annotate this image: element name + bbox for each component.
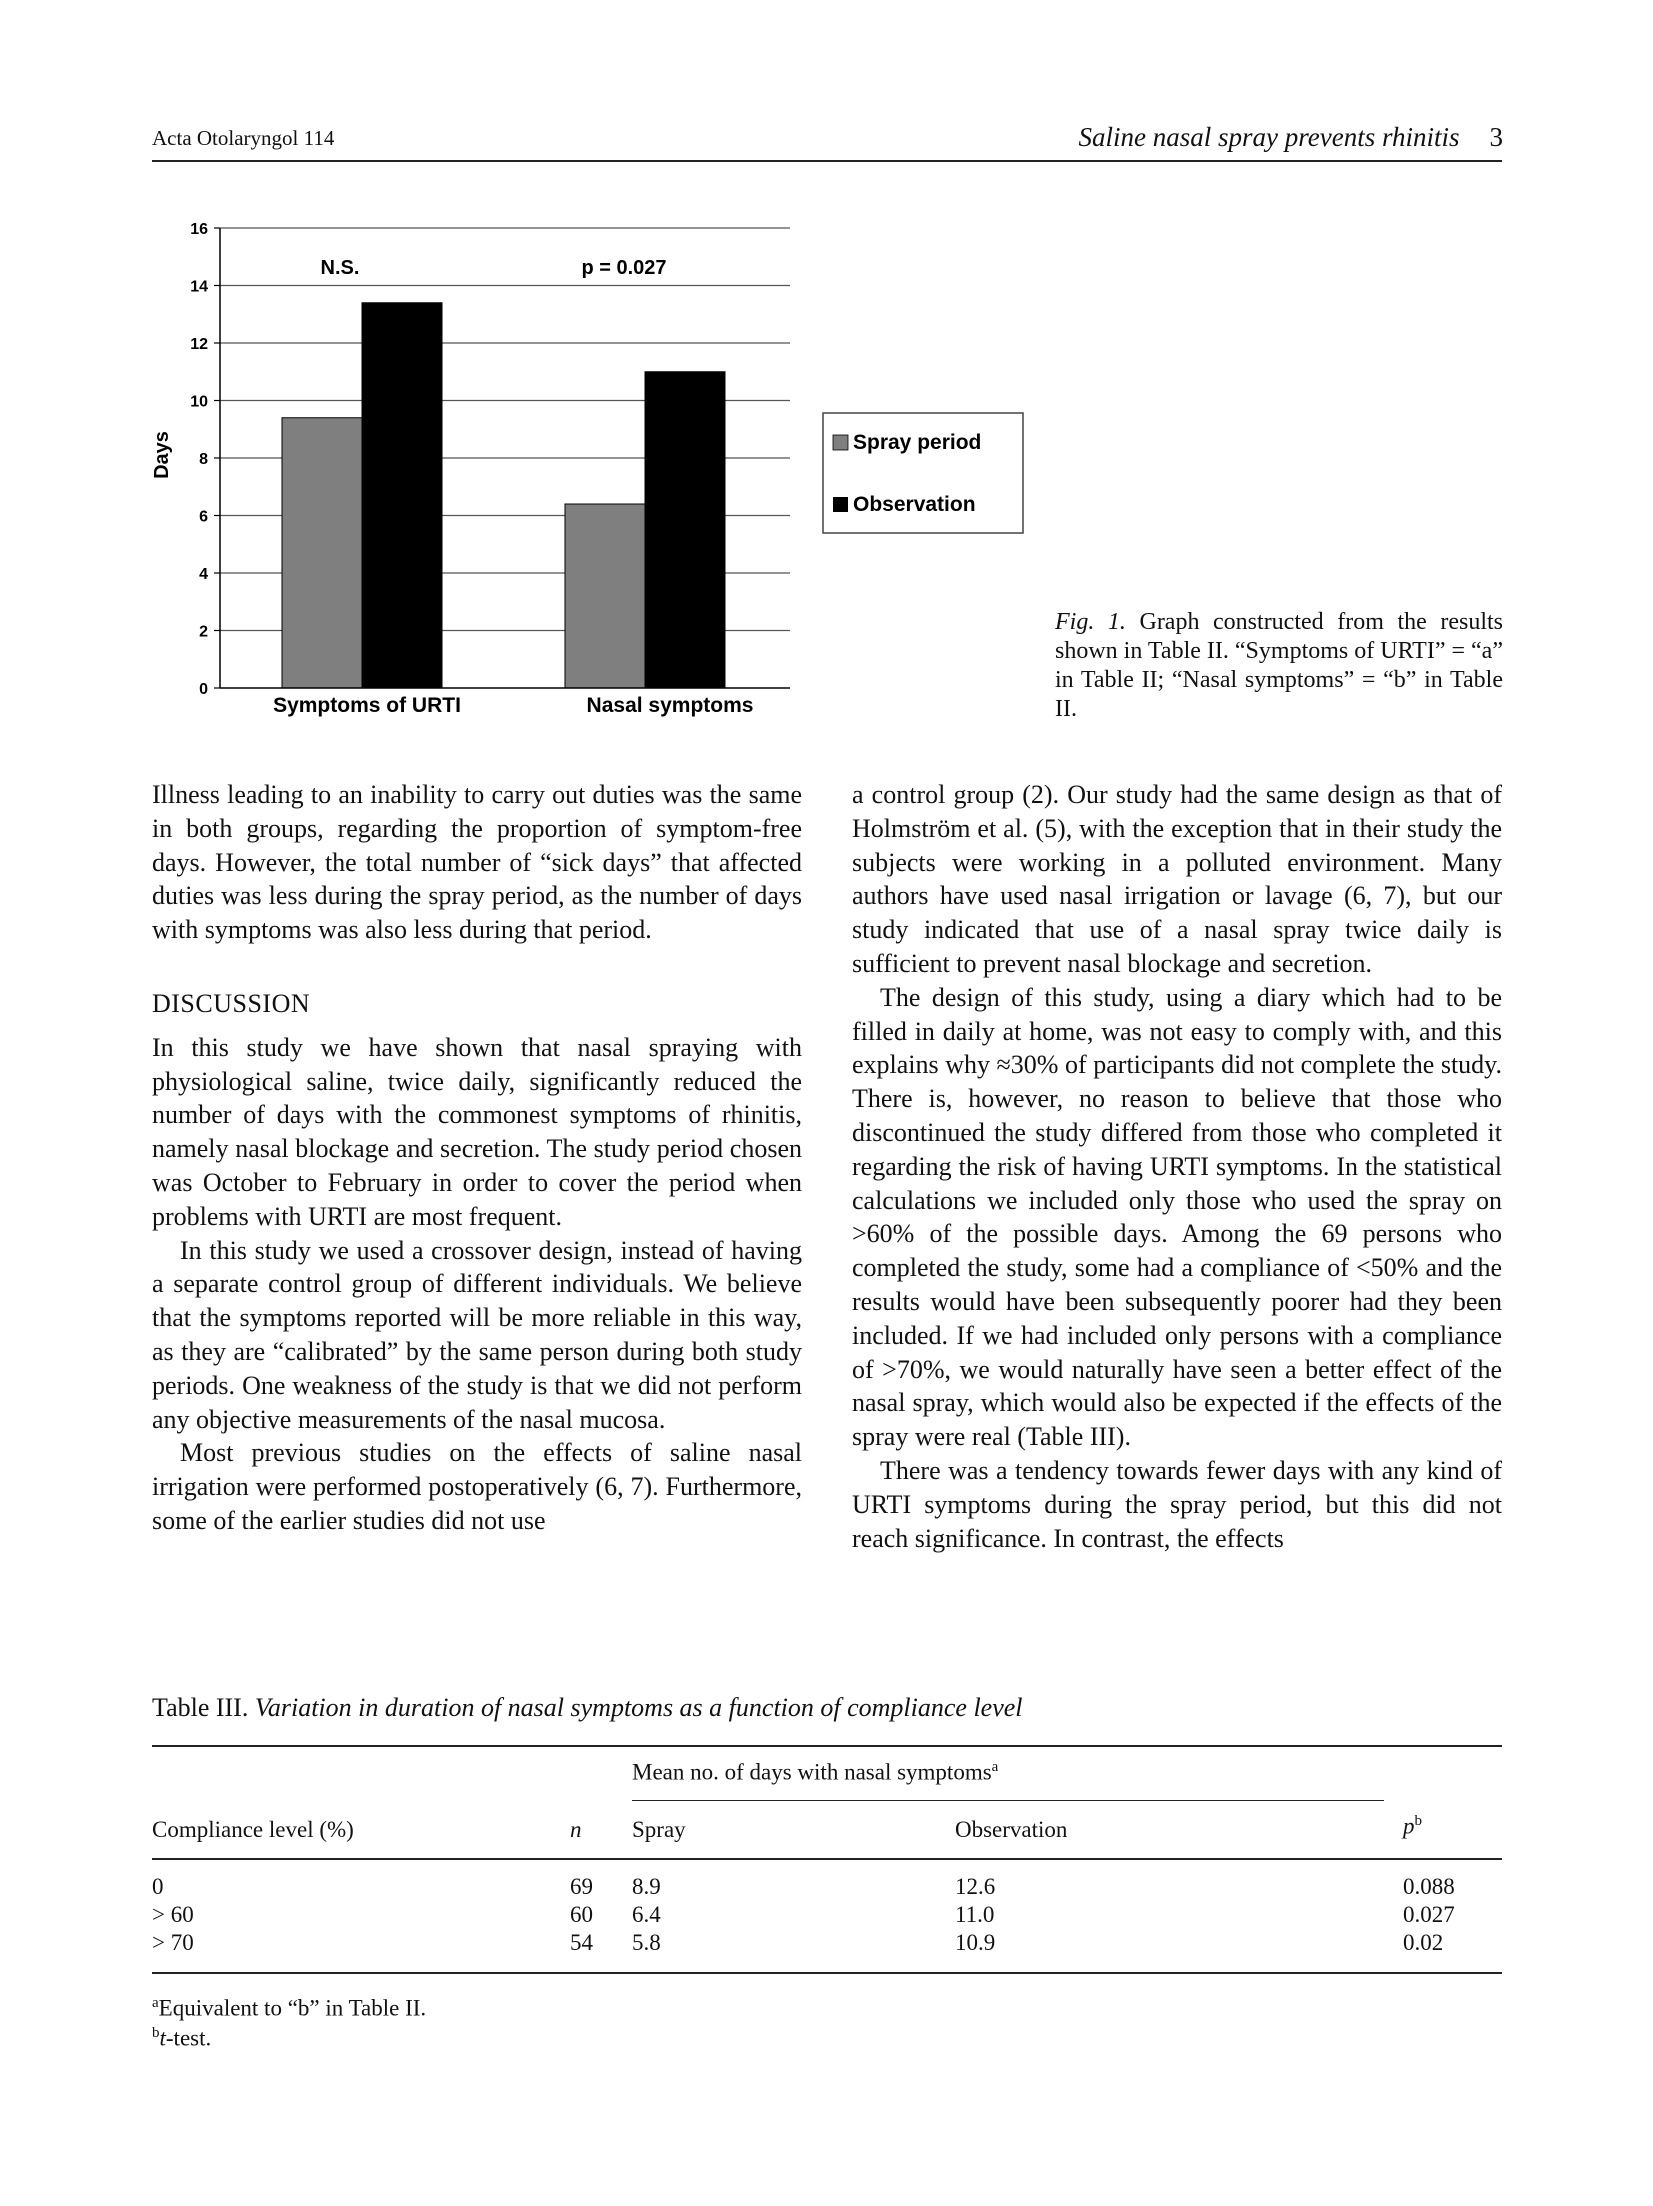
table-cell-p: 0.02 xyxy=(1403,1930,1444,1955)
table-caption: Variation in duration of nasal symptoms as a function of compliance level xyxy=(254,1693,1023,1722)
footnote-text: Equivalent to “b” in Table II. xyxy=(158,1995,427,2021)
left-column xyxy=(152,778,802,1538)
legend-swatch-observation xyxy=(833,497,848,512)
table-cell-compliance: 0 xyxy=(152,1874,164,1899)
table-cell-n: 69 xyxy=(570,1874,593,1899)
figure-label: Fig. 1. xyxy=(1055,609,1126,635)
annotation-ns: N.S. xyxy=(320,257,360,279)
running-title-text: Saline nasal spray prevents rhinitis xyxy=(1078,122,1460,152)
table-cell-observation: 12.6 xyxy=(955,1874,996,1899)
y-tick-label: 4 xyxy=(199,566,208,583)
table-cell-observation: 10.9 xyxy=(955,1930,996,1955)
right-column xyxy=(852,778,1502,1555)
table-footnote-a xyxy=(152,1995,426,2022)
group-header-text: Mean no. of days with nasal symptoms xyxy=(632,1759,992,1785)
table-cell-observation: 11.0 xyxy=(955,1902,995,1927)
table-cell-p: 0.027 xyxy=(1403,1902,1455,1927)
paragraph: In this study we used a crossover design, instead of having a separate control group of different individuals. We believe that the symptoms reported will be more reliable in this way, as they are “calibrated” by the same person during both study periods. One weakness of the study is that we did not perform any objective measurements of the nasal mucosa. xyxy=(152,1235,802,1434)
section-heading-discussion: DISCUSSION xyxy=(152,988,311,1018)
page-number: 3 xyxy=(1489,122,1503,152)
chart-y-ticks xyxy=(190,221,220,698)
table-cell-spray: 6.4 xyxy=(632,1902,661,1927)
bar-spray-period xyxy=(565,504,645,688)
y-tick-label: 8 xyxy=(199,451,208,468)
legend-label-spray: Spray period xyxy=(853,431,982,454)
figure-1-chart xyxy=(140,210,1040,730)
header-rule xyxy=(152,160,1502,162)
header-compliance: Compliance level (%) xyxy=(152,1817,354,1842)
journal-name: Acta Otolaryngol 114 xyxy=(152,126,335,150)
y-tick-label: 0 xyxy=(199,681,208,698)
table-cell-p: 0.088 xyxy=(1403,1874,1455,1899)
figure-caption-text: Graph constructed from the results shown in Table II. “Symptoms of URTI” = “a” in Table II; “Nasal symptoms” = “b” in Table II. xyxy=(1055,609,1504,722)
y-axis-label: Days xyxy=(151,431,173,479)
y-tick-label: 10 xyxy=(190,393,208,411)
legend-swatch-spray xyxy=(833,435,848,450)
footnote-mark: a xyxy=(152,1995,159,2011)
table-sub-rule xyxy=(632,1800,1384,1801)
table-cell-spray: 5.8 xyxy=(632,1930,661,1955)
table-cell-compliance: > 70 xyxy=(152,1930,194,1955)
footnote-mark: a xyxy=(991,1759,999,1775)
footnote-mark: b xyxy=(1414,1813,1422,1829)
footnote-italic: t xyxy=(159,2025,166,2051)
paragraph: Most previous studies on the effects of saline nasal irrigation were performed postoperatively (6, 7). Furthermore, some of the earlier studies did not use xyxy=(152,1438,802,1535)
header-observation: Observation xyxy=(955,1817,1068,1842)
bar-observation xyxy=(645,372,725,688)
y-tick-label: 2 xyxy=(199,623,208,641)
paragraph: The design of this study, using a diary which had to be filled in daily at home, was not easy to comply with, and this explains why ≈30% of participants did not complete the study. There is, however, no reason to believe that those who discontinued the study differed from those who completed it regarding the risk of having URTI symptoms. In the statistical calculations we included only those who used the spray on >60% of the possible days. Among the 69 persons who completed the study, some had a compliance of <50% and the results would have been subsequently poorer had they been included. If we had included only persons with a compliance of >70%, we would naturally have seen a better effect of the nasal spray, which would also be expected if the effects of the spray were real (Table III). xyxy=(852,982,1502,1452)
table-header-rule xyxy=(152,1858,1502,1860)
table-cell-compliance: > 60 xyxy=(152,1902,194,1927)
y-tick-label: 16 xyxy=(190,221,208,238)
annotation-p-value: p = 0.027 xyxy=(581,257,667,279)
footnote-text: -test. xyxy=(165,2025,212,2051)
header-p-letter: p xyxy=(1403,1813,1415,1839)
paragraph: In this study we have shown that nasal spraying with physiological saline, twice daily, significantly reduced the number of days with the commonest symptoms of rhinitis, namely nasal blockage and secretion. The study period chosen was October to February in order to cover the period when problems with URTI are most frequent. xyxy=(152,1032,802,1231)
table-title xyxy=(152,1693,1023,1723)
y-tick-label: 14 xyxy=(190,278,208,296)
bar-observation xyxy=(362,303,442,688)
footnote-mark: b xyxy=(152,2025,160,2041)
table-top-rule xyxy=(152,1745,1502,1747)
table-label: Table III. xyxy=(152,1693,249,1722)
running-title xyxy=(1079,122,1504,153)
paragraph: Illness leading to an inability to carry out duties was the same in both groups, regarding the proportion of symptom-free days. However, the total number of “sick days” that affected duties was less during the spray period, as the number of days with symptoms was also less during that period. xyxy=(152,780,802,945)
category-label-nasal: Nasal symptoms xyxy=(586,694,754,717)
paragraph: a control group (2). Our study had the same design as that of Holmström et al. (5), with the exception that in their study the subjects were working in a polluted environment. Many authors have used nasal irrigation or lavage (6, 7), but our study indicated that use of a nasal spray twice daily is sufficient to prevent nasal blockage and secretion. xyxy=(852,780,1502,978)
chart-legend xyxy=(823,413,1023,533)
table-bottom-rule xyxy=(152,1972,1502,1974)
y-tick-label: 6 xyxy=(199,508,208,526)
table-group-header xyxy=(632,1759,998,1786)
bar-spray-period xyxy=(282,418,362,688)
category-label-urti: Symptoms of URTI xyxy=(273,694,461,717)
table-cell-n: 54 xyxy=(570,1930,593,1955)
header-p xyxy=(1403,1813,1422,1840)
table-footnote-b xyxy=(152,2025,211,2052)
paragraph: There was a tendency towards fewer days with any kind of URTI symptoms during the spray period, but this did not reach significance. In contrast, the effects xyxy=(852,1455,1502,1553)
figure-caption xyxy=(1055,608,1503,724)
table-cell-n: 60 xyxy=(570,1902,593,1927)
y-tick-label: 12 xyxy=(190,336,208,353)
header-n: n xyxy=(570,1817,582,1842)
legend-label-observation: Observation xyxy=(853,493,976,516)
header-spray: Spray xyxy=(632,1817,686,1842)
table-cell-spray: 8.9 xyxy=(632,1874,661,1899)
